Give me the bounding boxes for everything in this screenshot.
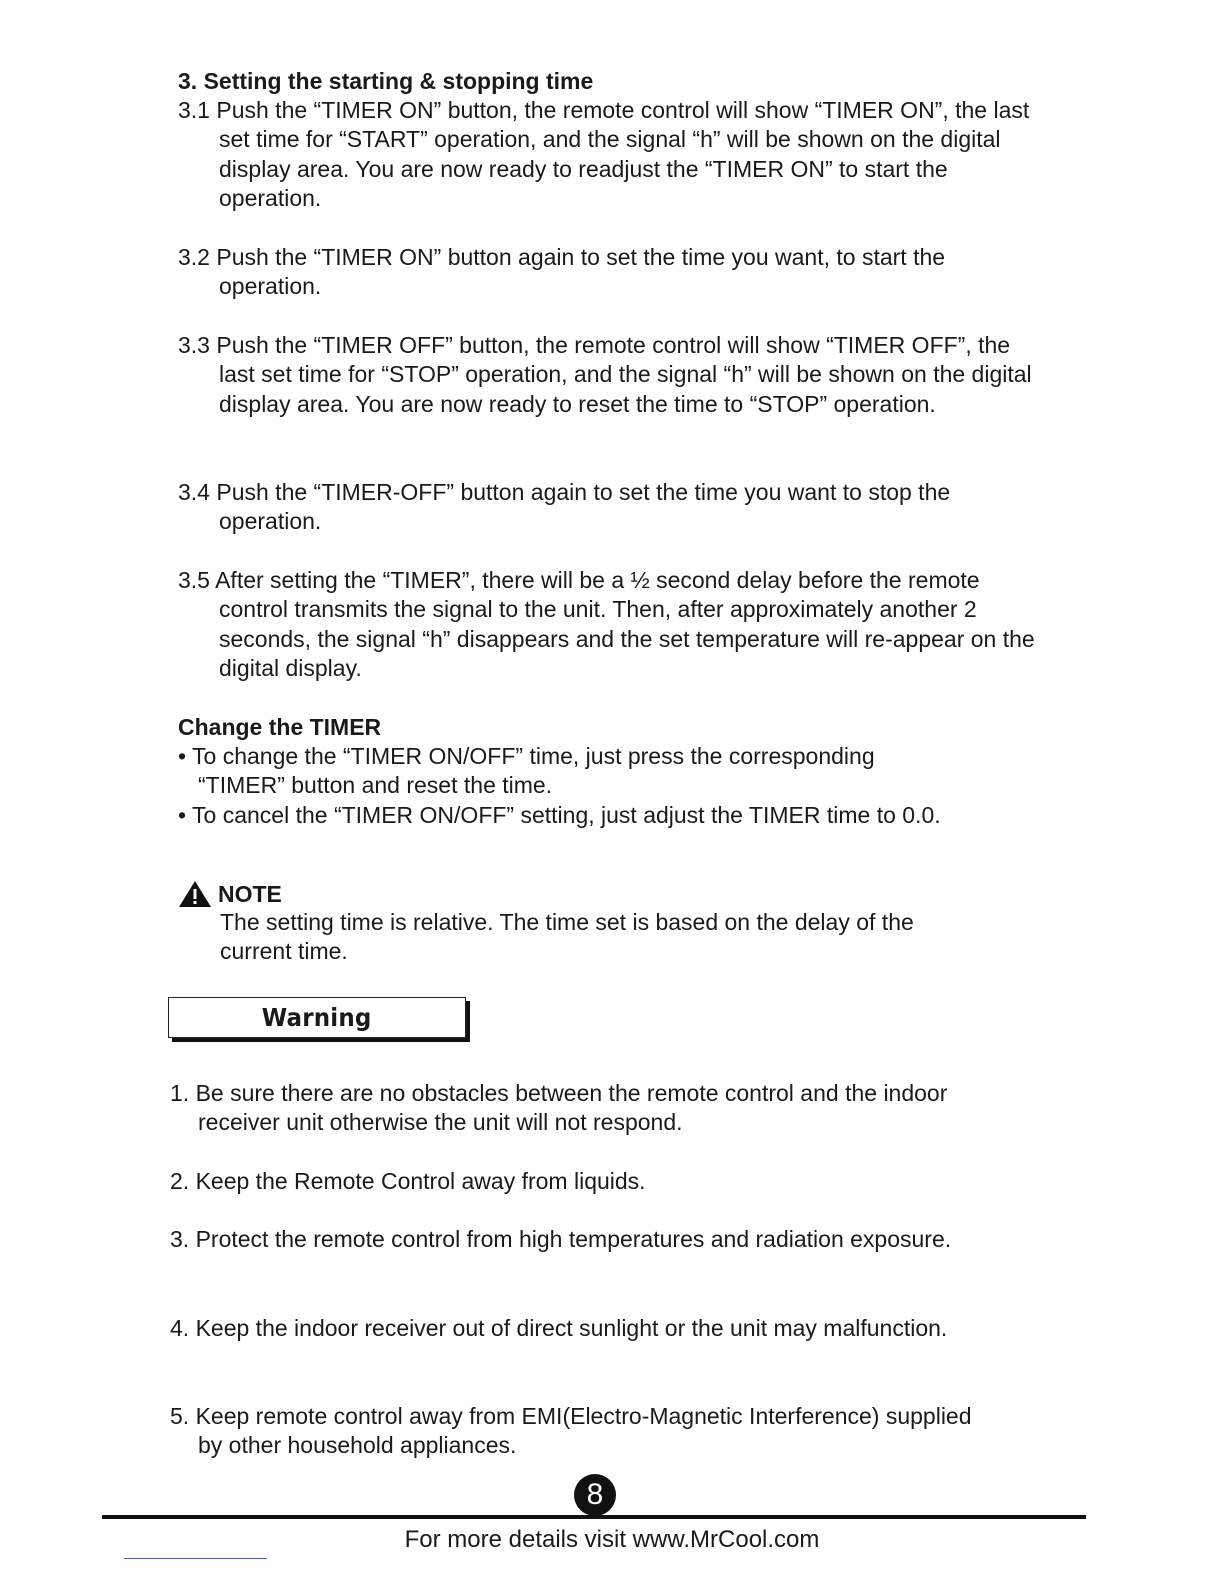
warning-title: Warning <box>262 1003 372 1032</box>
warning-item-4: 4. Keep the indoor receiver out of direct sunlight or the unit may malfunction. <box>170 1315 948 1341</box>
step-3-5: 3.5 After setting the “TIMER”, there will be a ½ second delay before the remote control transmits the signal to the unit. Then, after approximately another 2 seconds, the signal “h” disappears and the set temperature will re-appear on the digital display. <box>178 567 1035 682</box>
footer-underline <box>124 1558 267 1559</box>
change-timer-title: Change the TIMER <box>178 714 382 740</box>
warning-triangle-icon <box>178 880 212 908</box>
step-3-1: 3.1 Push the “TIMER ON” button, the remote control will show “TIMER ON”, the last set time for “START” operation, and the signal “h” will be shown on the digital display area. You are now ready to readjust the “TIMER ON” to start the operation. <box>178 97 1030 212</box>
footer <box>0 1524 1224 1556</box>
warning-item-5: 5. Keep remote control away from EMI(Electro-Magnetic Interference) supplied by other household appliances. <box>170 1403 972 1459</box>
footer-divider <box>102 1515 1086 1519</box>
note-text: The setting time is relative. The time set is based on the delay of the current time. <box>220 909 914 965</box>
warning-item-3: 3. Protect the remote control from high temperatures and radiation exposure. <box>170 1226 952 1252</box>
warning-banner <box>168 997 466 1038</box>
note-heading <box>178 879 282 909</box>
step-3-2: 3.2 Push the “TIMER ON” button again to set the time you want, to start the operation. <box>178 244 946 300</box>
note-title: NOTE <box>218 881 282 907</box>
change-timer-bullet-2: • To cancel the “TIMER ON/OFF” setting, just adjust the TIMER time to 0.0. <box>178 802 941 828</box>
change-timer-bullet-1: • To change the “TIMER ON/OFF” time, just press the corresponding “TIMER” button and reset the time. <box>178 743 875 799</box>
footer-text: For more details visit www.MrCool.com <box>404 1526 820 1553</box>
warning-item-2: 2. Keep the Remote Control away from liquids. <box>170 1168 646 1194</box>
page-number: 8 <box>586 1478 604 1511</box>
page-number-badge <box>574 1474 616 1516</box>
step-3-3: 3.3 Push the “TIMER OFF” button, the remote control will show “TIMER OFF”, the last set time for “STOP” operation, and the signal “h” will be shown on the digital display area. You are now ready to reset the time to “STOP” operation. <box>178 332 1032 417</box>
warning-item-1: 1. Be sure there are no obstacles between the remote control and the indoor receiver unit otherwise the unit will not respond. <box>170 1080 948 1136</box>
step-3-4: 3.4 Push the “TIMER-OFF” button again to set the time you want to stop the operation. <box>178 479 951 535</box>
section-title: 3. Setting the starting & stopping time <box>178 68 594 94</box>
